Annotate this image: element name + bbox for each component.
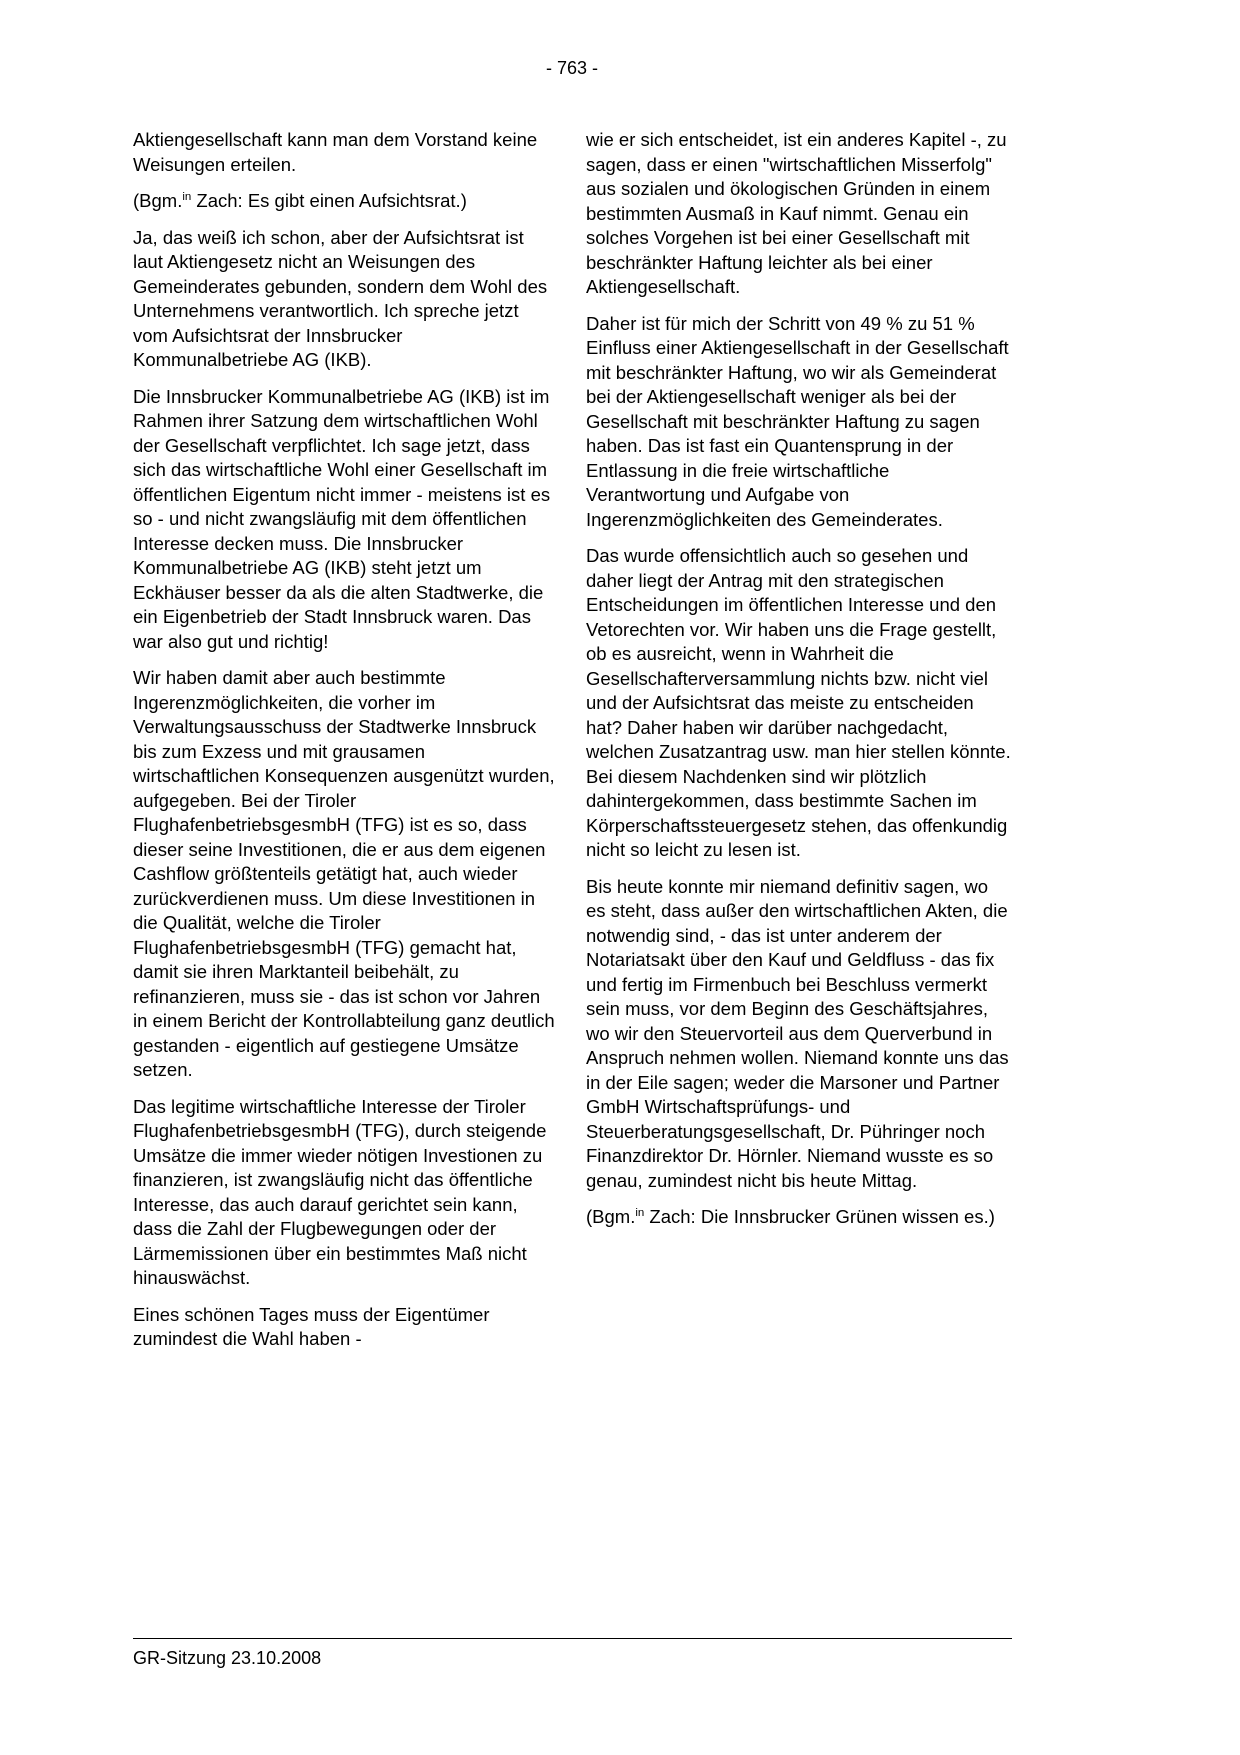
paragraph: Aktiengesellschaft kann man dem Vorstand keine Weisungen erteilen.	[133, 129, 538, 175]
paragraph: Das legitime wirtschaftliche Interesse der Tiroler FlughafenbetriebsgesmbH (TFG), durch steigende Umsätze die immer wieder nötigen Investionen zu finanzieren, ist zwangsläufig nicht das öffentliche Interesse, das auch darauf gerichtet sein kann, dass die Zahl der Flugbewegungen oder der Lärmemissionen über ein bestimmtes Maß nicht hinauswächst.	[133, 1095, 547, 1288]
left-column	[133, 128, 555, 1352]
interjection-paragraph	[586, 1205, 1011, 1230]
paragraph: Eines schönen Tages muss der Eigentümer zumindest die Wahl haben -	[133, 1303, 490, 1349]
text-part: Zach: Die Innsbrucker Grünen wissen es.)	[644, 1206, 995, 1227]
paragraph: Wir haben damit aber auch bestimmte Ingerenzmöglichkeiten, die vorher im Verwaltungsausschuss der Stadtwerke Innsbruck bis zum Exzess und mit grausamen wirtschaftlichen Konsequenzen ausgenützt wurden, aufgegeben. Bei der Tiroler FlughafenbetriebsgesmbH (TFG) ist es so, dass dieser seine Investitionen, die er aus dem eigenen Cashflow größtenteils getätigt hat, auch wieder zurückverdienen muss. Um diese Investitionen in die Qualität, welche die Tiroler FlughafenbetriebsgesmbH (TFG) gemacht hat, damit sie ihren Marktanteil beibehält, zu refinanzieren, muss sie - das ist schon vor Jahren in einem Bericht der Kontrollabteilung ganz deutlich gestanden - eigentlich auf gestiegene Umsätze setzen.	[133, 667, 555, 1080]
paragraph: wie er sich entscheidet, ist ein anderes Kapitel -, zu sagen, dass er einen "wirtschaftlichen Misserfolg" aus sozialen und ökologischen Gründen in einem bestimmten Ausmaß in Kauf nimmt. Genau ein solches Vorgehen ist bei einer Gesellschaft mit beschränkter Haftung leichter als bei einer Aktiengesellschaft.	[586, 129, 1007, 297]
paragraph: Bis heute konnte mir niemand definitiv sagen, wo es steht, dass außer den wirtschaftlichen Akten, die notwendig sind, - das ist unter anderem der Notariatsakt über den Kauf und Geldfluss - das fix und fertig im Firmenbuch bei Beschluss vermerkt sein muss, vor dem Beginn des Geschäftsjahres, wo wir den Steuervorteil aus dem Querverbund in Anspruch nehmen wollen. Niemand konnte uns das in der Eile sagen; weder die Marsoner und Partner GmbH Wirtschaftsprüfungs- und Steuerberatungsgesellschaft, Dr. Pühringer noch Finanzdirektor Dr. Hörnler. Niemand wusste es so genau, zumindest nicht bis heute Mittag.	[586, 875, 1009, 1191]
document-body	[133, 128, 1011, 1352]
superscript: in	[635, 1206, 645, 1219]
text-part: (Bgm.	[586, 1206, 636, 1227]
right-column	[586, 128, 1011, 1230]
interjection-paragraph	[133, 189, 555, 214]
paragraph: Daher ist für mich der Schritt von 49 % zu 51 % Einfluss einer Aktiengesellschaft in der Gesellschaft mit beschränkter Haftung, wo wir als Gemeinderat bei der Aktiengesellschaft weniger als bei der Gesellschaft mit beschränkter Haftung zu sagen haben. Das ist fast ein Quantensprung in der Entlassung in die freie wirtschaftliche Verantwortung und Aufgabe von Ingerenzmöglichkeiten des Gemeinderates.	[586, 312, 1009, 530]
footer-session-label: GR-Sitzung 23.10.2008	[133, 1648, 322, 1668]
paragraph: Ja, das weiß ich schon, aber der Aufsichtsrat ist laut Aktiengesetz nicht an Weisungen des Gemeinderates gebunden, sondern dem Wohl des Unternehmens verantwortlich. Ich spreche jetzt vom Aufsichtsrat der Innsbrucker Kommunalbetriebe AG (IKB).	[133, 226, 548, 370]
page-number: - 763 -	[545, 58, 599, 78]
footer-divider	[133, 1638, 1012, 1639]
superscript: in	[182, 190, 192, 203]
text-part: (Bgm.	[133, 190, 183, 211]
paragraph: Die Innsbrucker Kommunalbetriebe AG (IKB) ist im Rahmen ihrer Satzung dem wirtschaftlichen Wohl der Gesellschaft verpflichtet. Ich sage jetzt, dass sich das wirtschaftliche Wohl einer Gesellschaft im öffentlichen Eigentum nicht immer - meistens ist es so - und nicht zwangsläufig mit dem öffentlichen Interesse decken muss. Die Innsbrucker Kommunalbetriebe AG (IKB) steht jetzt um Eckhäuser besser da als die alten Stadtwerke, die ein Eigenbetrieb der Stadt Innsbruck waren. Das war also gut und richtig!	[133, 385, 551, 652]
text-part: Zach: Es gibt einen Aufsichtsrat.)	[191, 190, 467, 211]
paragraph: Das wurde offensichtlich auch so gesehen und daher liegt der Antrag mit den strategischen Entscheidungen im öffentlichen Interesse und den Vetorechten vor. Wir haben uns die Frage gestellt, ob es ausreicht, wenn in Wahrheit die Gesellschafterversammlung nichts bzw. nicht viel und der Aufsichtsrat das meiste zu entscheiden hat? Daher haben wir darüber nachgedacht, welchen Zusatzantrag usw. man hier stellen könnte. Bei diesem Nachdenken sind wir plötzlich dahintergekommen, dass bestimmte Sachen im Körperschaftssteuergesetz stehen, das offenkundig nicht so leicht zu lesen ist.	[586, 545, 1011, 860]
